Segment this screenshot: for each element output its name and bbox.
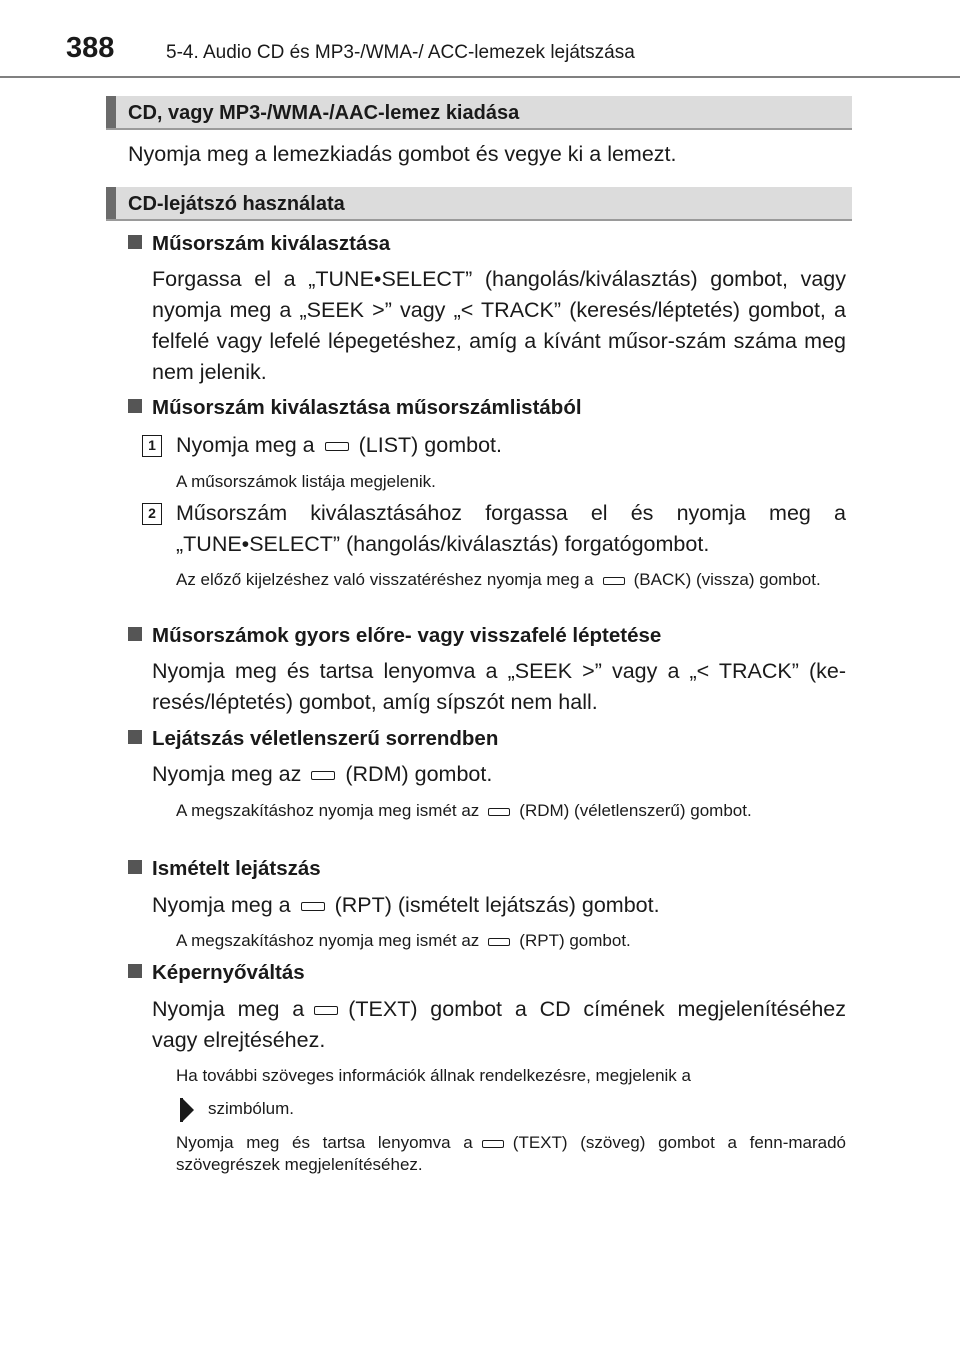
repeat-text: Nyomja meg a (RPT) (ismételt lejátszás) gombot. <box>152 893 660 917</box>
square-bullet-icon <box>128 399 142 413</box>
subheading-random: Lejátszás véletlenszerű sorrendben <box>128 727 498 752</box>
display-note-1-symbol-line: szimbólum. <box>176 1094 846 1124</box>
rpt-button-icon <box>301 902 325 911</box>
eject-instruction: Nyomja meg a lemezkiadás gombot és vegye ki a lemezt. <box>128 142 677 166</box>
more-text-arrow-icon <box>176 1096 200 1124</box>
chapter-title: 5-4. Audio CD és MP3-/WMA-/ ACC-lemezek lejátszása <box>166 42 635 63</box>
display-text: Nyomja meg a (TEXT) gombot a CD címének megjelenítéséhez vagy elrejtéséhez. <box>152 997 846 1052</box>
section-title: CD, vagy MP3-/WMA-/AAC-lemez kiadása <box>128 102 520 124</box>
square-bullet-icon <box>128 627 142 641</box>
back-button-icon <box>603 577 625 585</box>
rdm-button-icon <box>311 771 335 780</box>
rpt-button-icon <box>488 938 510 946</box>
step2-text: Műsorszám kiválasztásához forgassa el és nyomja meg a „TUNE•SELECT” (hangolás/kiválasztás) forgatógombot. <box>176 501 846 556</box>
subheading-repeat: Ismételt lejátszás <box>128 857 321 882</box>
section-heading-eject <box>106 96 852 130</box>
subheading-fast-seek: Műsorszámok gyors előre- vagy visszafelé léptetése <box>128 624 661 649</box>
random-text: Nyomja meg az (RDM) gombot. <box>152 762 493 786</box>
square-bullet-icon <box>128 860 142 874</box>
list-button-icon <box>325 442 349 451</box>
display-note-1: Ha további szöveges információk állnak rendelkezésre, megjelenik a <box>176 1066 691 1085</box>
square-bullet-icon <box>128 235 142 249</box>
section-accent <box>106 187 116 219</box>
header-divider <box>0 76 960 78</box>
section-heading-cd-player <box>106 187 852 221</box>
text-button-icon <box>314 1006 338 1015</box>
page-header <box>0 0 960 78</box>
subheading-track-list: Műsorszám kiválasztása műsorszámlistából <box>128 396 582 421</box>
track-select-text: Forgassa el a „TUNE•SELECT” (hangolás/kiválasztás) gombot, vagy nyomja meg a „SEEK >” vagy „< TRACK” (keresés/léptetés) gombot, a felfelé vagy lefelé lépegetéshez, amíg a kívánt műsor-szám száma meg nem jelenik. <box>152 267 846 384</box>
page-number: 388 <box>66 32 115 64</box>
section-accent <box>106 96 116 128</box>
step1-text: Nyomja meg a (LIST) gombot. <box>176 433 502 457</box>
subheading-track-select: Műsorszám kiválasztása <box>128 232 390 257</box>
step-badge-2: 2 <box>142 503 162 525</box>
square-bullet-icon <box>128 730 142 744</box>
square-bullet-icon <box>128 964 142 978</box>
rdm-button-icon <box>488 808 510 816</box>
display-note-2: Nyomja meg és tartsa lenyomva a (TEXT) (szöveg) gombot a fenn-maradó szövegrészek megjelenítéséhez. <box>176 1133 846 1174</box>
repeat-note: A megszakításhoz nyomja meg ismét az (RPT) gombot. <box>176 931 631 950</box>
step-badge-1: 1 <box>142 435 162 457</box>
random-note: A megszakításhoz nyomja meg ismét az (RDM) (véletlenszerű) gombot. <box>176 801 752 820</box>
step1-note: A műsorszámok listája megjelenik. <box>176 472 436 491</box>
subheading-display: Képernyőváltás <box>128 961 305 986</box>
section-title: CD-lejátszó használata <box>128 193 345 215</box>
step2-note: Az előző kijelzéshez való visszatéréshez nyomja meg a (BACK) (vissza) gombot. <box>176 570 821 589</box>
text-button-icon <box>482 1140 504 1148</box>
fast-seek-text: Nyomja meg és tartsa lenyomva a „SEEK >” vagy a „< TRACK” (ke-resés/léptetés) gombot, amíg sípszót nem hall. <box>152 659 846 714</box>
